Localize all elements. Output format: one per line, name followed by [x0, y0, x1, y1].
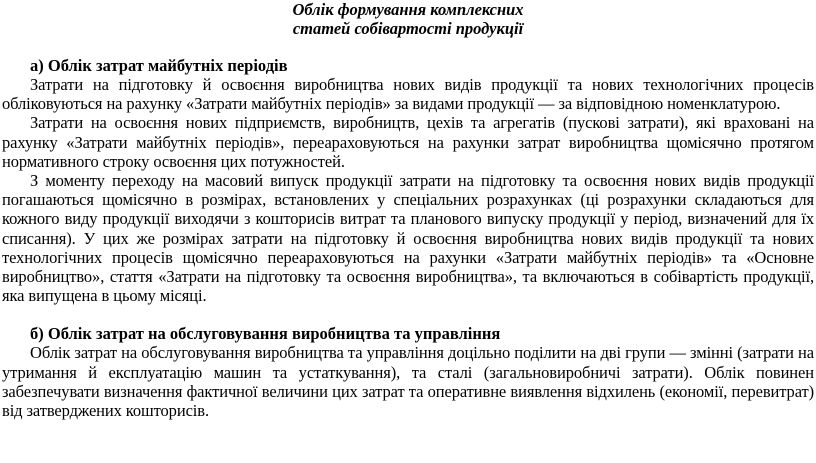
section-b-paragraph-1: Облік затрат на обслуговування виробництва та управління доцільно поділити на дві групи — змінні (затрати на утримання й експлуатацію машин та устаткування), та сталі (загальновиробничі затрати). Облік повинен забезпечувати визначення фактичної величини цих затрат та оперативне виявлення відхилень (економії, перевитрат) від затверджених кошторисів. — [2, 343, 814, 421]
section-a-paragraph-2: Затрати на освоєння нових підприємств, виробництв, цехів та агрегатів (пускові затрати), які враховані на рахунку «Затрати майбутніх періодів», переараховуються на рахунки затрат виробництва щомісячно протягом нормативного строку освоєння цих потужностей. — [2, 113, 814, 171]
section-a-paragraph-1: Затрати на підготовку й освоєння виробництва нових видів продукції та нових технологічних процесів обліковуються на рахунку «Затрати майбутніх періодів» за видами продукції — за відповідною номенклатурою. — [2, 75, 814, 114]
section-a-heading: а) Облік затрат майбутніх періодів — [30, 56, 288, 75]
section-a-paragraph-3: З моменту переходу на масовий випуск продукції затрати на підготовку та освоєння нових видів продукції погашаються щомісячно в розмірах, встановлених у спеціальних розрахунках (ці розрахунки складаються для кожного виду продукції виходячи з кошторисів витрат та планового випуску продукції у період, визначений для їх списання). У цих же розмірах затрати на підготовку й освоєння виробництва нових видів продукції та нових технологічних процесів щомісячно переараховуються на рахунки «Затрати майбутніх періодів» та «Основне виробництво», стаття «Затрати на підготовку та освоєння виробництва», та включаються в собівартість продукції, яка випущена в цьому місяці. — [2, 171, 814, 306]
section-a — [2, 56, 814, 305]
document-title-line-2: статей собівартості продукції — [292, 19, 524, 38]
document-title-line-1: Облік формування комплексних — [292, 0, 524, 19]
spacer — [2, 38, 814, 56]
section-b — [2, 324, 814, 420]
spacer — [2, 305, 814, 324]
section-b-heading: б) Облік затрат на обслуговування виробництва та управління — [30, 324, 501, 344]
